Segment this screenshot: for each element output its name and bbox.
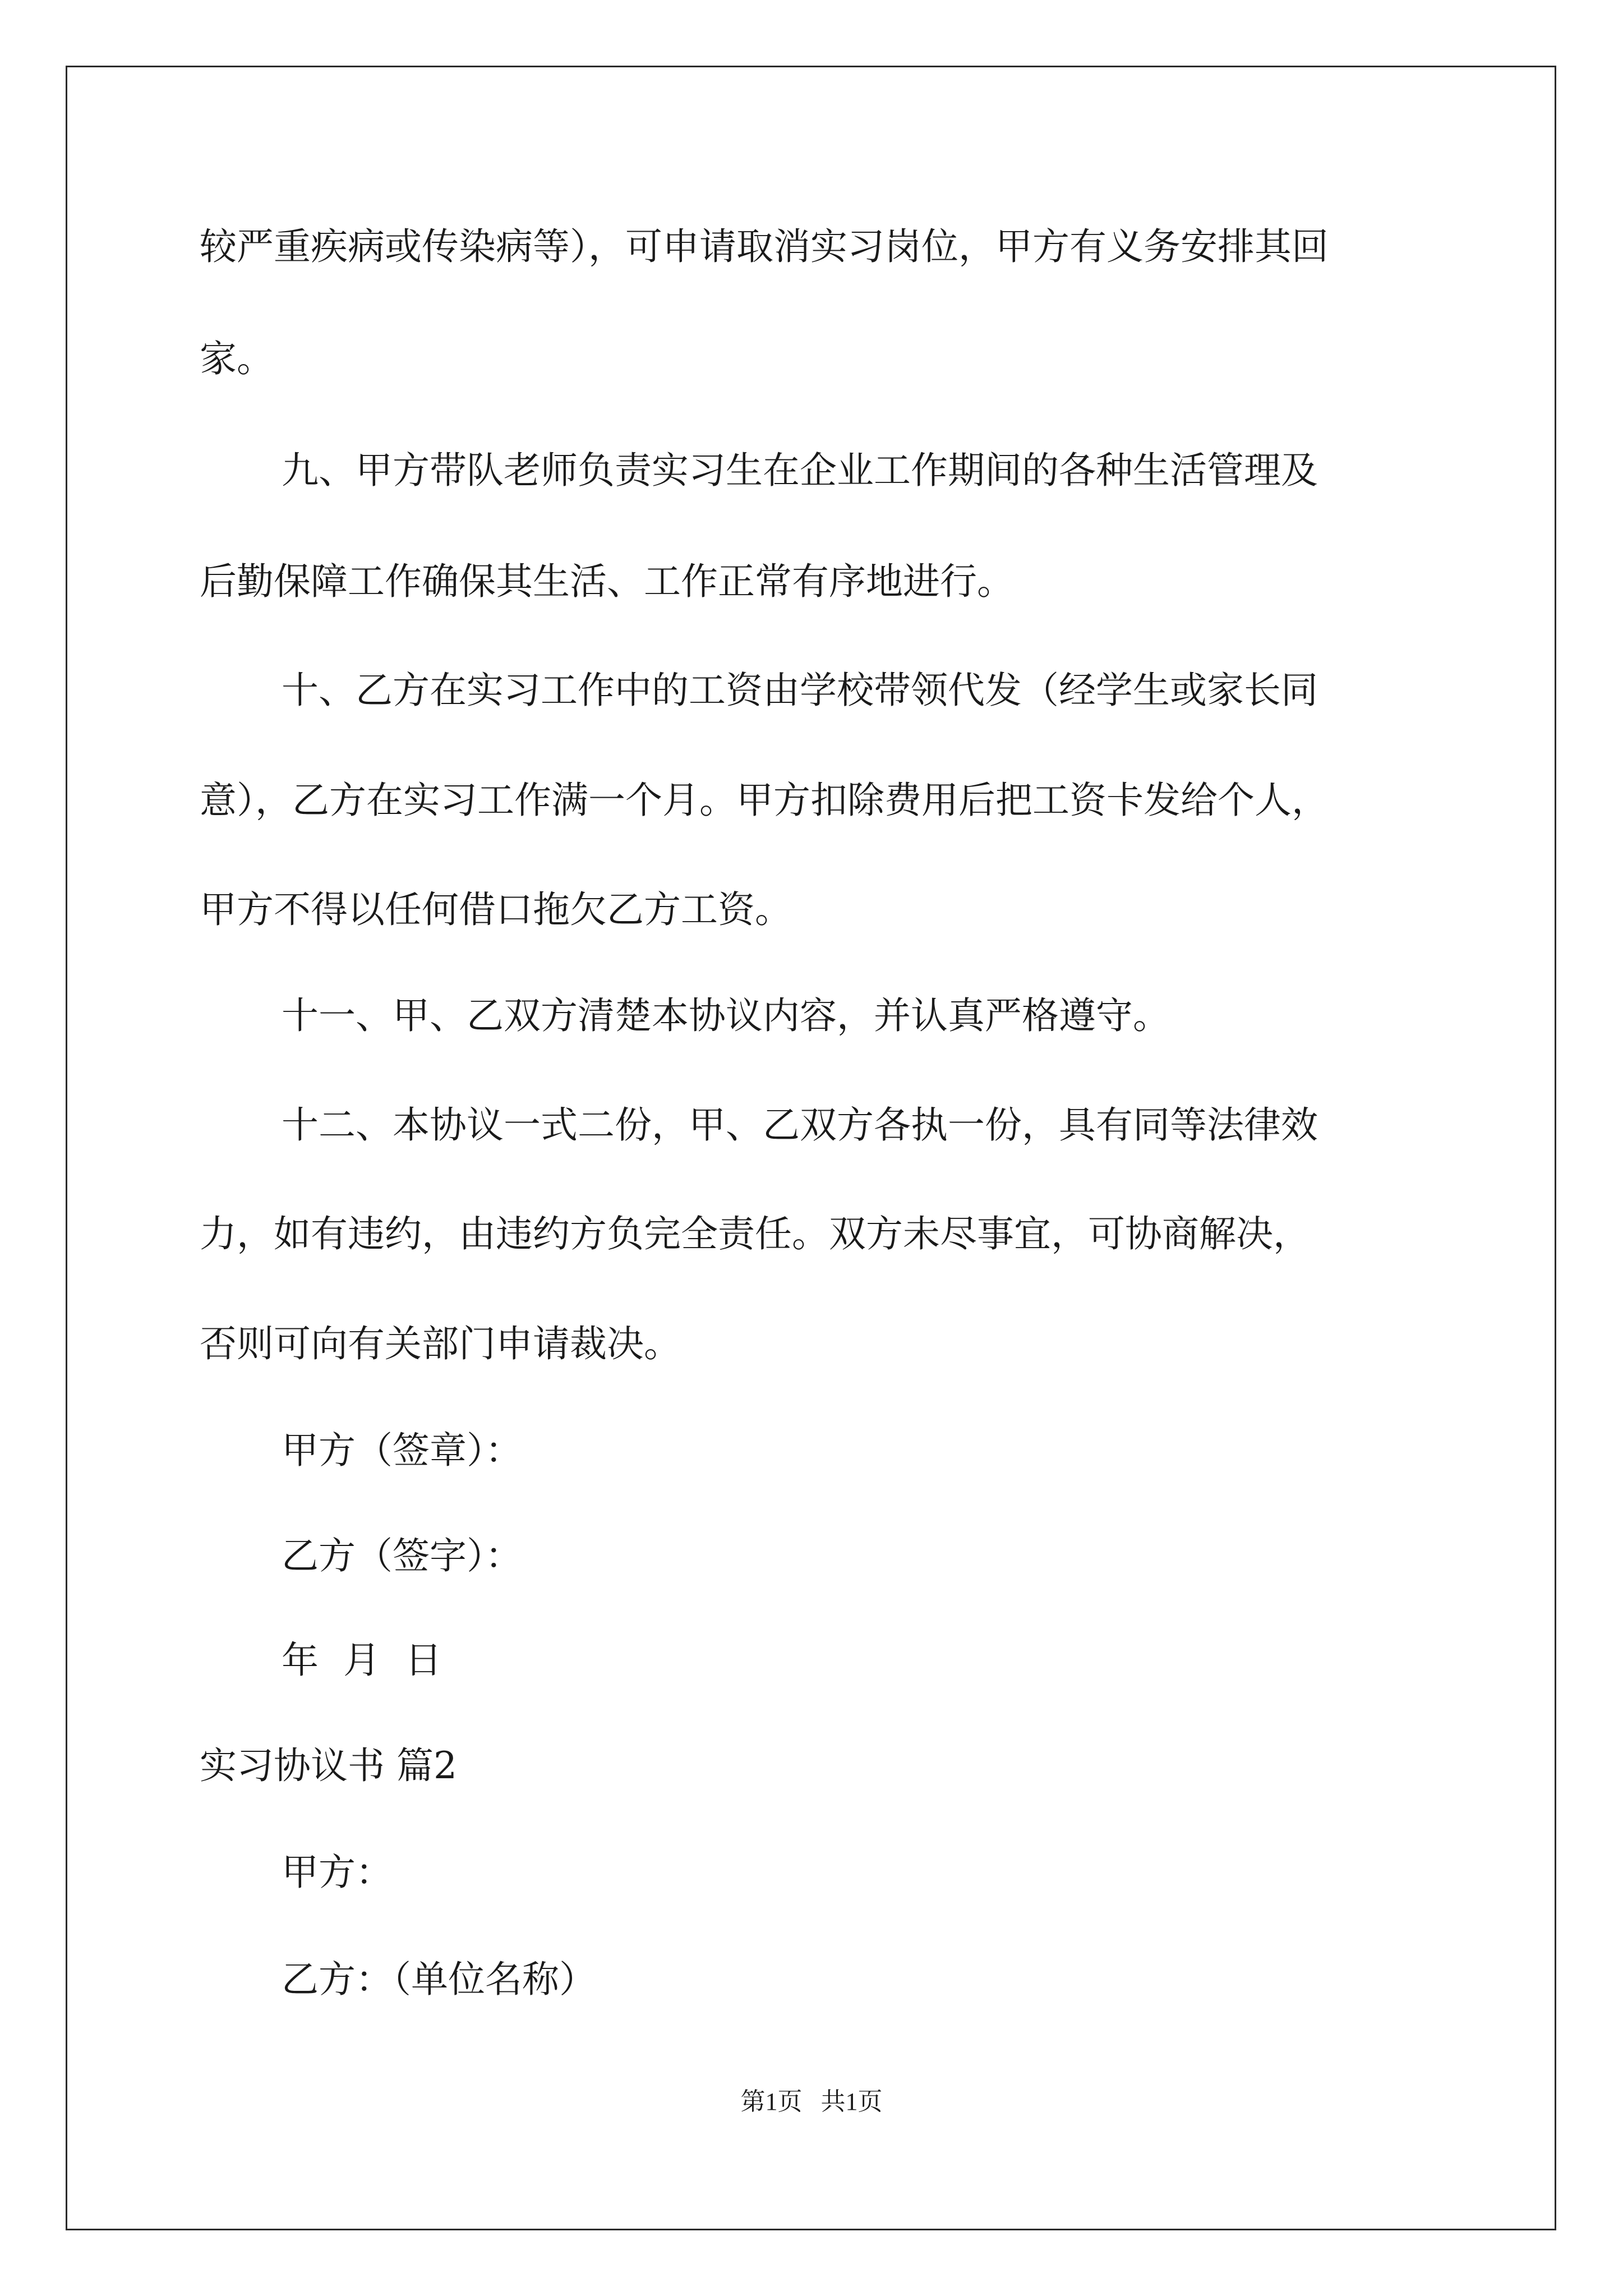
party-b-signature-label: 乙方（签字）： bbox=[282, 1534, 522, 1577]
date-day: 日 bbox=[405, 1639, 442, 1682]
date-month: 月 bbox=[343, 1639, 380, 1682]
clause-11-line: 十一、甲、乙双方清楚本协议内容，并认真严格遵守。 bbox=[282, 994, 1170, 1037]
clause-12-line-1: 十二、本协议一式二份，甲、乙双方各执一份，具有同等法律效 bbox=[282, 1103, 1318, 1147]
date-line bbox=[282, 1639, 442, 1682]
page-footer: 第1页 共1页 bbox=[740, 2088, 883, 2115]
clause-10-line-1: 十、乙方在实习工作中的工资由学校带领代发（经学生或家长同 bbox=[282, 669, 1318, 712]
party-a-signature-label: 甲方（签章）： bbox=[282, 1429, 522, 1472]
page-border bbox=[66, 66, 1556, 2230]
clause-10-line-2: 意），乙方在实习工作满一个月。甲方扣除费用后把工资卡发给个人， bbox=[200, 779, 1329, 822]
clause-12-line-2: 力，如有违约，由违约方负完全责任。双方未尽事宜，可协商解决， bbox=[200, 1212, 1310, 1255]
clause-10-line-3: 甲方不得以任何借口拖欠乙方工资。 bbox=[200, 888, 792, 931]
text-line-2: 家。 bbox=[200, 337, 274, 380]
clause-9-line-1: 九、甲方带队老师负责实习生在企业工作期间的各种生活管理及 bbox=[282, 449, 1318, 492]
clause-12-line-3: 否则可向有关部门申请裁决。 bbox=[200, 1322, 681, 1365]
date-year: 年 bbox=[282, 1639, 319, 1682]
party-a-label: 甲方： bbox=[282, 1851, 393, 1894]
text-line-1: 较严重疾病或传染病等），可申请取消实习岗位，甲方有义务安排其回 bbox=[200, 225, 1329, 268]
party-b-label: 乙方：（单位名称） bbox=[282, 1958, 596, 2001]
clause-9-line-2: 后勤保障工作确保其生活、工作正常有序地进行。 bbox=[200, 560, 1014, 603]
section-heading: 实习协议书 篇2 bbox=[200, 1744, 457, 1787]
